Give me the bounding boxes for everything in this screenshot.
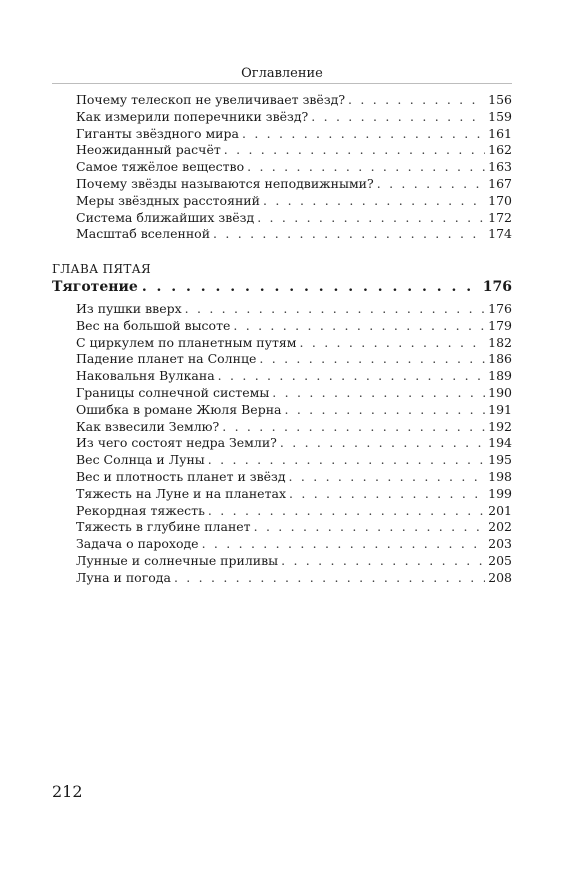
leader-dots	[218, 368, 485, 385]
toc-entry-title: Падение планет на Солнце	[76, 351, 257, 367]
toc-entry[interactable]	[52, 210, 512, 227]
toc-entry-title: С циркулем по планетным путям	[76, 334, 297, 350]
toc-entry[interactable]	[52, 435, 512, 452]
toc-entry-page: 176	[488, 301, 512, 316]
toc-entry-page: 182	[488, 334, 512, 350]
leader-dots	[247, 159, 485, 176]
chapter-label: ГЛАВА ПЯТАЯ	[52, 262, 152, 276]
leader-dots	[280, 435, 485, 452]
toc-entry[interactable]	[52, 142, 512, 159]
leader-dots	[242, 126, 485, 143]
leader-dots	[208, 452, 485, 469]
toc-entry-title: Масштаб вселенной	[76, 226, 211, 242]
toc-entry-title: Гиганты звёздного мира	[76, 125, 239, 141]
leader-dots	[284, 402, 485, 419]
toc-entry-title: Вес и плотность планет и звёзд	[76, 468, 286, 484]
toc-entry-title: Тяжесть в глубине планет	[76, 519, 251, 535]
toc-list-chapter-five	[52, 301, 512, 587]
leader-dots	[233, 318, 485, 335]
running-head: Оглавление	[241, 66, 323, 81]
toc-entry-page: 198	[488, 468, 512, 484]
leader-dots	[254, 519, 486, 536]
toc-entry-page: 167	[488, 175, 512, 191]
leader-dots	[377, 176, 485, 193]
toc-entry[interactable]	[52, 402, 512, 419]
toc-entry-title: Вес на большой высоте	[76, 317, 231, 333]
toc-entry-title: Как взвесили Землю?	[76, 418, 220, 434]
chapter-heading[interactable]	[52, 278, 512, 296]
toc-entry[interactable]	[52, 368, 512, 385]
toc-entry-page: 192	[488, 418, 512, 434]
toc-entry-page: 174	[488, 226, 512, 242]
toc-entry-title: Из чего состоят недра Земли?	[76, 435, 277, 451]
toc-entry[interactable]	[52, 226, 512, 243]
toc-entry-title: Тяжесть на Луне и на планетах	[76, 485, 286, 501]
toc-entry-title: Вес Солнца и Луны	[76, 452, 205, 468]
toc-entry[interactable]	[52, 318, 512, 335]
toc-entry[interactable]	[52, 570, 512, 587]
leader-dots	[257, 210, 485, 227]
leader-dots	[259, 351, 485, 368]
toc-entry[interactable]	[52, 503, 512, 520]
toc-entry-page: 208	[488, 569, 512, 585]
toc-list-previous-chapter	[52, 92, 512, 243]
leader-dots	[289, 486, 485, 503]
leader-dots	[185, 301, 486, 318]
toc-entry-title: Как измерили поперечники звёзд?	[76, 108, 309, 124]
toc-entry[interactable]	[52, 419, 512, 436]
page-number: 212	[52, 782, 83, 801]
toc-entry-page: 191	[488, 401, 512, 417]
toc-entry-page: 179	[488, 317, 512, 333]
toc-entry-title: Наковальня Вулкана	[76, 368, 215, 384]
toc-entry-title: Лунные и солнечные приливы	[76, 552, 279, 568]
leader-dots	[213, 226, 485, 243]
toc-entry[interactable]	[52, 452, 512, 469]
toc-entry-title: Из пушки вверх	[76, 301, 182, 316]
toc-entry-page: 195	[488, 452, 512, 468]
leader-dots	[281, 553, 485, 570]
leader-dots	[272, 385, 485, 402]
leader-dots	[289, 469, 486, 486]
toc-entry-page: 186	[488, 351, 512, 367]
toc-entry[interactable]	[52, 301, 512, 318]
leader-dots	[263, 193, 485, 210]
toc-entry-page: 170	[488, 192, 512, 208]
toc-entry-title: Неожиданный расчёт	[76, 142, 221, 158]
leader-dots	[311, 109, 485, 126]
toc-entry-title: Рекордная тяжесть	[76, 502, 205, 518]
toc-entry-title: Ошибка в романе Жюля Верна	[76, 401, 282, 417]
toc-entry[interactable]	[52, 519, 512, 536]
toc-entry-page: 161	[488, 125, 512, 141]
toc-entry[interactable]	[52, 486, 512, 503]
toc-entry-title: Почему телескоп не увеличивает звёзд?	[76, 92, 346, 107]
toc-entry[interactable]	[52, 335, 512, 352]
toc-entry-page: 156	[488, 92, 512, 107]
toc-entry[interactable]	[52, 176, 512, 193]
toc-entry-page: 203	[488, 536, 512, 552]
leader-dots	[202, 536, 486, 553]
toc-entry-title: Задача о пароходе	[76, 536, 199, 552]
toc-entry[interactable]	[52, 193, 512, 210]
toc-entry-page: 172	[488, 209, 512, 225]
toc-entry-page: 159	[488, 108, 512, 124]
toc-entry-page: 199	[488, 485, 512, 501]
toc-entry-title: Самое тяжёлое вещество	[76, 159, 245, 175]
toc-entry[interactable]	[52, 536, 512, 553]
leader-dots	[142, 278, 479, 296]
leader-dots	[208, 503, 485, 520]
header-rule	[52, 83, 512, 84]
toc-entry[interactable]	[52, 109, 512, 126]
toc-entry-page: 205	[488, 552, 512, 568]
toc-entry[interactable]	[52, 126, 512, 143]
leader-dots	[300, 335, 486, 352]
toc-entry-page: 162	[488, 142, 512, 158]
toc-entry[interactable]	[52, 351, 512, 368]
toc-entry-page: 201	[488, 502, 512, 518]
toc-entry-title: Луна и погода	[76, 569, 171, 585]
toc-entry-page: 190	[488, 384, 512, 400]
leader-dots	[348, 92, 485, 109]
toc-entry-title: Почему звёзды называются неподвижными?	[76, 175, 374, 191]
toc-entry-page: 163	[488, 159, 512, 175]
toc-entry[interactable]	[52, 385, 512, 402]
toc-entry-title: Границы солнечной системы	[76, 384, 270, 400]
leader-dots	[222, 419, 485, 436]
chapter-title: Тяготение	[52, 279, 138, 295]
chapter-page: 176	[482, 279, 512, 295]
toc-entry-page: 202	[488, 519, 512, 535]
toc-entry-page: 194	[488, 435, 512, 451]
toc-entry[interactable]	[52, 469, 512, 486]
leader-dots	[174, 570, 485, 587]
toc-entry-title: Меры звёздных расстояний	[76, 192, 260, 208]
toc-entry[interactable]	[52, 92, 512, 109]
toc-entry[interactable]	[52, 553, 512, 570]
toc-entry-title: Система ближайших звёзд	[76, 209, 255, 225]
leader-dots	[224, 142, 485, 159]
toc-entry[interactable]	[52, 159, 512, 176]
toc-entry-page: 189	[488, 368, 512, 384]
